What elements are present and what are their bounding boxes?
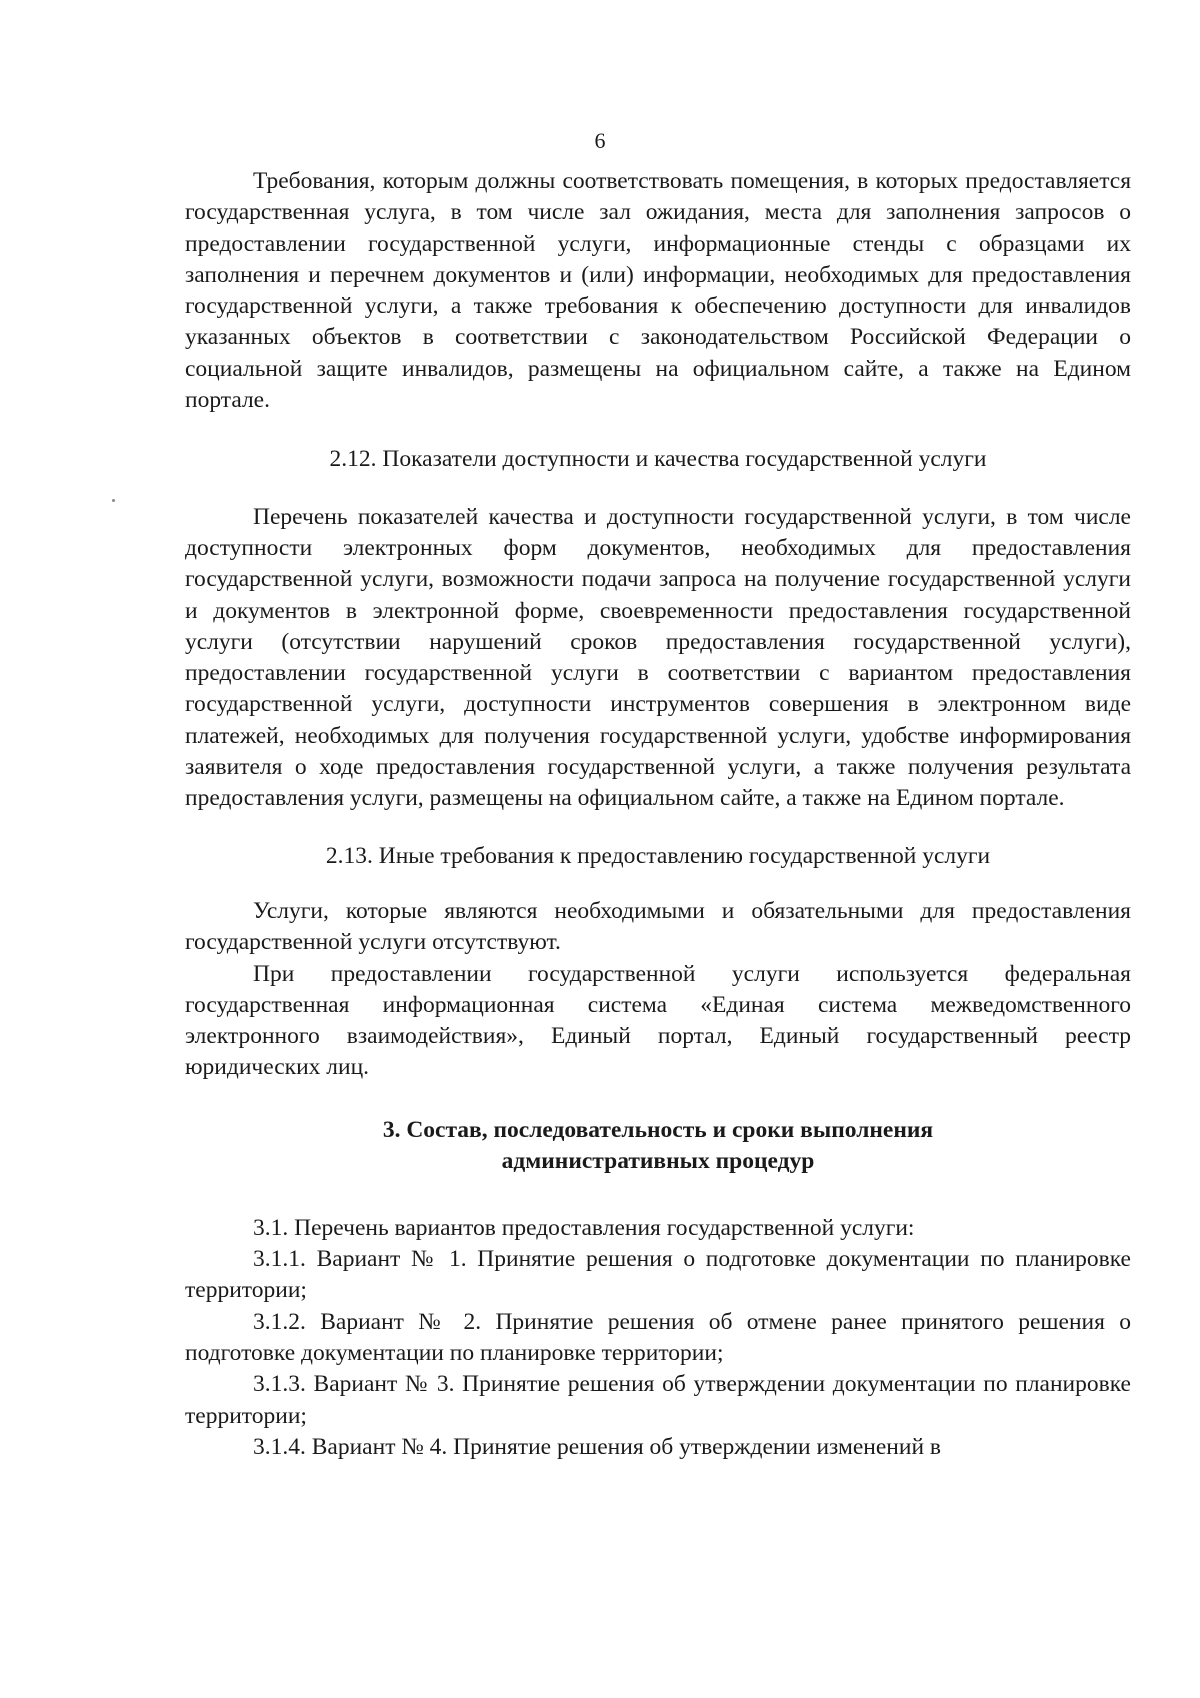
paragraph-quality-indicators: Перечень показателей качества и доступности государственной услуги, в том числе доступности электронных форм документов, необходимых для предоставления государственной услуги, возможности подачи запроса на получение государственной услуги и документов в электронной форме, своевременности предоставления государственной услуги (отсутствии нарушений сроков предоставления государственной услуги), предоставлении государственной услуги в соответствии с вариантом предоставления государственной услуги, доступности инструментов совершения в электронном виде платежей, необходимых для получения государственной услуги, удобстве информирования заявителя о ходе предоставления государственной услуги, а также получения результата предоставления услуги, размещены на официальном сайте, а также на Едином портале. <box>185 503 1131 812</box>
paragraph-3-1-3: 3.1.3. Вариант № 3. Принятие решения об утверждении документации по планировке территории; <box>185 1371 1131 1429</box>
page-number: 6 <box>594 128 606 153</box>
section-heading-2-12: 2.12. Показатели доступности и качества государственной услуги <box>329 446 987 473</box>
scan-artifact-dot <box>112 499 115 502</box>
paragraph-3-1-2: 3.1.2. Вариант № 2. Принятие решения об отмене ранее принятого решения о подготовке документации по планировке территории; <box>185 1308 1131 1366</box>
paragraph-required-services: Услуги, которые являются необходимыми и обязательными для предоставления государственной услуги отсутствуют. <box>185 897 1131 956</box>
paragraph-3-1: 3.1. Перечень вариантов предоставления государственной услуги: <box>253 1214 915 1241</box>
paragraph-information-systems: При предоставлении государственной услуги используется федеральная государственная информационная система «Единая система межведомственного электронного взаимодействия», Единый портал, Единый государственный реестр юридических лиц. <box>185 960 1131 1081</box>
section-heading-3-line-1: 3. Состав, последовательность и сроки выполнения <box>382 1116 934 1143</box>
section-heading-3-line-2: административных процедур <box>501 1147 815 1174</box>
paragraph-3-1-1: 3.1.1. Вариант № 1. Принятие решения о подготовке документации по планировке территории; <box>185 1246 1131 1304</box>
section-heading-3 <box>185 1115 1131 1177</box>
document-body <box>185 166 1131 1463</box>
paragraph-premises-requirements: Требования, которым должны соответствовать помещения, в которых предоставляется государственная услуга, в том числе зал ожидания, места для заполнения запросов о предоставлении государственной услуги, информационные стенды с образцами их заполнения и перечнем документов и (или) информации, необходимых для предоставления государственной услуги, а также требования к обеспечению доступности для инвалидов указанных объектов в соответствии с законодательством Российской Федерации о социальной защите инвалидов, размещены на официальном сайте, а также на Едином портале. <box>185 168 1131 414</box>
section-heading-2-13: 2.13. Иные требования к предоставлению государственной услуги <box>325 842 991 869</box>
paragraph-3-1-4: 3.1.4. Вариант № 4. Принятие решения об утверждении изменений в <box>253 1433 942 1460</box>
